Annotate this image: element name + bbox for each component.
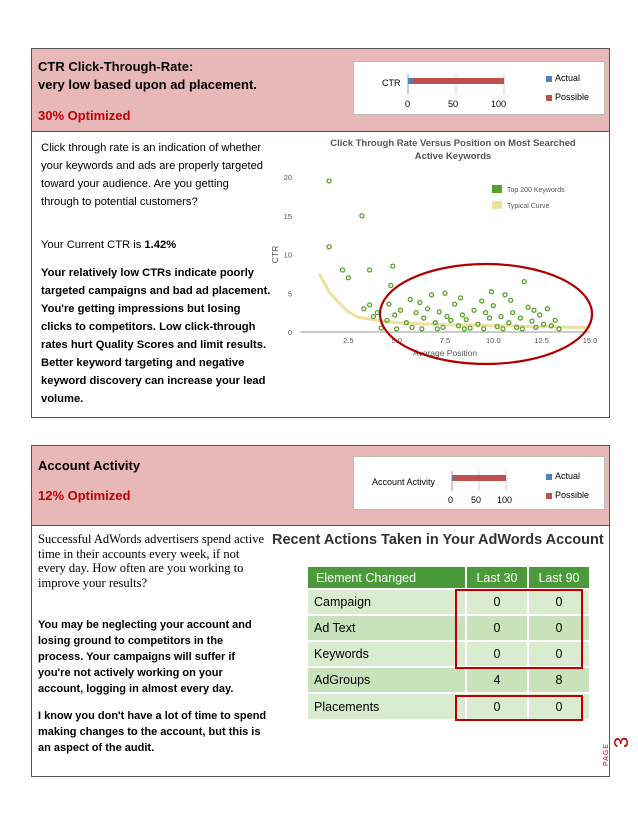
y-tick-label: 15 xyxy=(283,211,292,221)
scatter-point xyxy=(375,311,379,315)
x-tick-label: 5.0 xyxy=(391,336,402,345)
scatter-point xyxy=(482,327,486,331)
scatter-point xyxy=(437,310,441,314)
scatter-point xyxy=(557,327,561,331)
actions-table-wrap xyxy=(308,567,589,719)
scatter-point xyxy=(391,264,395,268)
scatter-point xyxy=(389,284,393,288)
ctr-optimized: 30% Optimized xyxy=(38,108,131,123)
possible-bar xyxy=(408,78,504,84)
legend-possible: Possible xyxy=(546,92,589,102)
scatter-point xyxy=(462,327,466,331)
scatter-point xyxy=(480,299,484,303)
scatter-point xyxy=(441,325,445,329)
mini-tick-0: 0 xyxy=(405,99,411,109)
current-ctr-label: Your Current CTR is xyxy=(41,239,145,251)
legend-label-curve: Typical Curve xyxy=(507,203,550,210)
scatter-point xyxy=(414,311,418,315)
chart-title-line2: Active Keywords xyxy=(414,151,492,162)
scatter-point xyxy=(499,315,503,319)
scatter-point xyxy=(362,307,366,311)
x-tick-label: 2.5 xyxy=(343,336,354,345)
y-tick-label: 10 xyxy=(283,250,292,260)
scatter-point xyxy=(487,316,491,320)
scatter-point xyxy=(422,316,426,320)
cell-last30: 0 xyxy=(466,615,528,641)
col-last-90: Last 90 xyxy=(538,570,580,585)
scatter-point xyxy=(522,280,526,284)
scatter-point xyxy=(545,307,549,311)
scatter-point xyxy=(484,311,488,315)
cell-last90: 8 xyxy=(528,667,589,693)
cell-last30: 0 xyxy=(466,693,528,719)
actual-bar xyxy=(408,78,413,84)
cell-last30: 0 xyxy=(466,589,528,615)
cell-last30: 4 xyxy=(466,667,528,693)
scatter-point xyxy=(418,301,422,305)
legend-possible: Possible xyxy=(546,490,589,500)
possible-bar xyxy=(452,475,506,481)
scatter-point xyxy=(542,322,546,326)
scatter-point xyxy=(526,305,530,309)
y-axis-label: CTR xyxy=(270,245,280,264)
x-axis-label: Average Position xyxy=(412,348,478,358)
cell-element: Keywords xyxy=(308,641,466,667)
scatter-point xyxy=(468,326,472,330)
scatter-point xyxy=(426,307,430,311)
x-tick-label: 7.5 xyxy=(439,336,451,345)
chart-title-line1: Click Through Rate Versus Position on Most Searched xyxy=(330,138,576,149)
mini-tick-50: 50 xyxy=(448,99,459,109)
cell-last30: 0 xyxy=(466,641,528,667)
scatter-point xyxy=(530,319,534,323)
scatter-point xyxy=(520,327,524,331)
activity-mini-chart xyxy=(353,456,605,510)
ctr-title-line2: very low based upon ad placement. xyxy=(38,77,257,92)
ctr-scatter-chart xyxy=(268,133,603,365)
col-last-30: Last 30 xyxy=(466,567,528,589)
cell-element: AdGroups xyxy=(308,667,466,693)
scatter-point xyxy=(360,214,364,218)
scatter-point xyxy=(368,268,372,272)
scatter-point xyxy=(509,298,513,302)
scatter-point xyxy=(429,293,433,297)
scatter-point xyxy=(538,313,542,317)
scatter-point xyxy=(420,327,424,331)
scatter-point xyxy=(327,179,331,183)
scatter-point xyxy=(449,318,453,322)
current-ctr-value: 1.42% xyxy=(144,239,177,251)
ctr-mini-chart xyxy=(353,61,605,115)
scatter-point xyxy=(532,308,536,312)
scatter-point xyxy=(341,268,345,272)
cell-element: Placements xyxy=(308,693,466,719)
highlight-box-top xyxy=(455,589,583,669)
scatter-point xyxy=(435,327,439,331)
scatter-point xyxy=(491,304,495,308)
highlight-box-placements xyxy=(455,695,583,721)
typical-curve-line xyxy=(319,274,590,327)
mini-tick-50: 50 xyxy=(471,495,482,505)
activity-mini-bars xyxy=(450,469,510,493)
scatter-point xyxy=(507,321,511,325)
scatter-point xyxy=(399,308,403,312)
activity-optimized: 12% Optimized xyxy=(38,488,131,503)
ctr-header xyxy=(32,49,609,132)
scatter-point xyxy=(410,325,414,329)
scatter-point xyxy=(368,303,372,307)
ctr-bold-text: Your relatively low CTRs indicate poorly targeted campaigns and bad ad placement. You're getting impressions but losing clicks to competitors. Low click-through rates hurt Quality Scores and limit results. Better keyword targeting and negative keyword discovery can increase your lead volume. xyxy=(41,267,271,405)
activity-title: Account Activity xyxy=(38,458,141,473)
legend-label-keywords: Top 200 Keywords xyxy=(507,187,565,194)
activity-bold2: I know you don't have a lot of time to spend making changes to the account, but this is an aspect of the audit. xyxy=(38,710,267,754)
scatter-point xyxy=(472,308,476,312)
legend-swatch-keywords xyxy=(492,185,502,193)
scatter-point xyxy=(453,302,457,306)
mini-chart-category: CTR xyxy=(382,78,401,88)
col-element-changed: Element Changed xyxy=(308,567,466,589)
scatter-point xyxy=(501,327,505,331)
ctr-intro: Click through rate is an indication of whether your keywords and ads are properly targeted toward your audience. Are you getting through to potential customers? xyxy=(41,142,264,208)
scatter-point xyxy=(387,302,391,306)
mini-tick-100: 100 xyxy=(491,99,507,109)
scatter-point xyxy=(346,276,350,280)
mini-tick-100: 100 xyxy=(497,495,513,505)
actual-bar xyxy=(452,475,453,481)
legend-actual: Actual xyxy=(546,471,580,481)
ctr-title-line1: CTR Click-Through-Rate: xyxy=(38,59,194,74)
x-tick-label: 10.0 xyxy=(486,336,501,345)
ctr-mini-bars xyxy=(406,72,506,96)
scatter-point xyxy=(443,291,447,295)
scatter-point xyxy=(460,313,464,317)
table-row xyxy=(308,667,589,693)
mini-chart-category: Account Activity xyxy=(372,477,436,487)
y-tick-label: 20 xyxy=(283,173,292,182)
cell-last90: 0 xyxy=(528,693,589,719)
cell-last90: 0 xyxy=(528,641,589,667)
page-label: PAGE xyxy=(603,743,610,766)
legend-swatch-curve xyxy=(492,201,502,209)
x-tick-label: 12.5 xyxy=(534,336,549,345)
cell-last90: 0 xyxy=(528,615,589,641)
activity-section xyxy=(31,445,610,777)
y-tick-label: 0 xyxy=(287,328,292,337)
scatter-point xyxy=(489,290,493,294)
activity-bold1: You may be neglecting your account and losing ground to competitors in the process. Your campaigns will suffer if you're not actively working on your account, logging in almost every day. xyxy=(38,619,252,695)
mini-tick-0: 0 xyxy=(448,495,454,505)
actions-table-title: Recent Actions Taken in Your AdWords Account xyxy=(272,532,604,548)
cell-element: Ad Text xyxy=(308,615,466,641)
scatter-point xyxy=(458,296,462,300)
scatter-point xyxy=(553,318,557,322)
scatter-point xyxy=(464,318,468,322)
x-tick-label: 15.0 xyxy=(582,336,598,345)
scatter-point xyxy=(511,311,515,315)
current-ctr xyxy=(41,236,266,254)
activity-header xyxy=(32,446,609,526)
legend-actual: Actual xyxy=(546,73,580,83)
scatter-point xyxy=(371,315,375,319)
cell-last90: 0 xyxy=(528,589,589,615)
ctr-section xyxy=(31,48,610,418)
scatter-point xyxy=(395,327,399,331)
scatter-point xyxy=(408,297,412,301)
page-number: 3 xyxy=(611,736,633,748)
scatter-point xyxy=(518,316,522,320)
cell-element: Campaign xyxy=(308,589,466,615)
scatter-point xyxy=(503,293,507,297)
scatter-point xyxy=(393,313,397,317)
scatter-point xyxy=(433,321,437,325)
y-tick-label: 5 xyxy=(287,289,292,299)
scatter-point xyxy=(327,245,331,249)
scatter-point xyxy=(445,315,449,319)
activity-intro: Successful AdWords advertisers spend active time in their accounts every week, if not every day. How often are you working to improve your results? xyxy=(38,532,265,590)
